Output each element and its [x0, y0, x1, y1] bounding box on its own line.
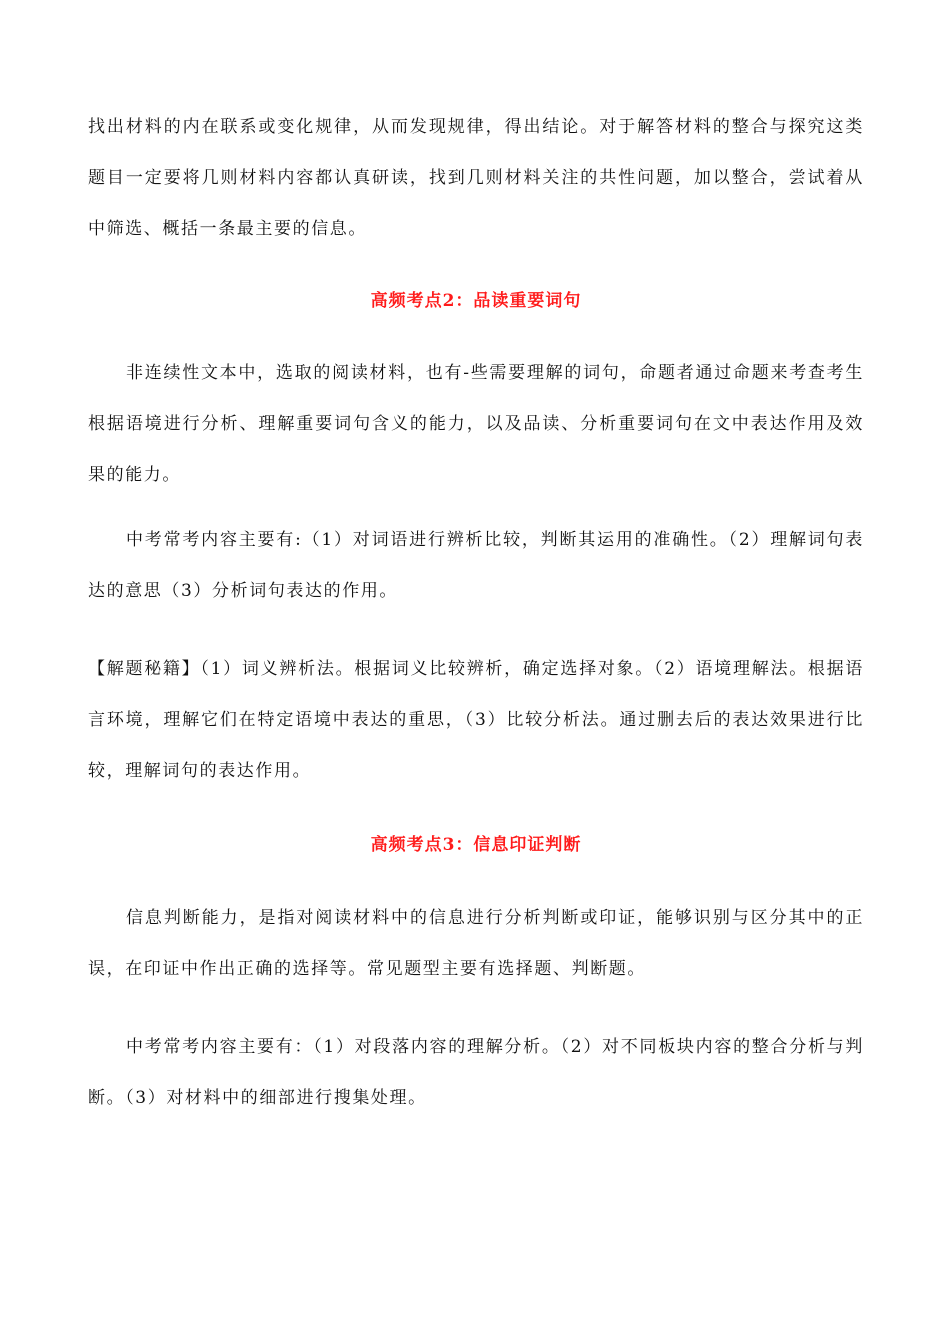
paragraph-intro-continuation: 找出材料的内在联系或变化规律，从而发现规律，得出结论。对于解答材料的整合与探究这类题目一定要将几则材料内容都认真研读，找到几则材料关注的共性问题，加以整合，尝试着从中筛选、概括一条最主要的信息。	[88, 117, 864, 239]
paragraph-solution-tips: 【解题秘籍】（1）词义辨析法。根据词义比较辨析，确定选择对象。（2）语境理解法。根据语言环境，理解它们在特定语境中表达的重思，（3）比较分析法。通过删去后的表达效果进行比较，理解词句的表达作用。	[88, 659, 864, 781]
heading-key-point-2: 高频考点2：品读重要词句	[370, 291, 582, 311]
paragraph-key-point-3-common-content: 中考常考内容主要有：（1）对段落内容的理解分析。（2）对不同板块内容的整合分析与判断。（3）对材料中的细部进行搜集处理。	[88, 1037, 864, 1108]
heading-key-point-3: 高频考点3：信息印证判断	[370, 835, 582, 855]
paragraph-key-point-2-common-content: 中考常考内容主要有:（1）对词语进行辨析比较，判断其运用的准确性。（2）理解词句表达的意思（3）分析词句表达的作用。	[88, 530, 864, 601]
paragraph-key-point-2-description: 非连续性文本中，选取的阅读材料，也有-些需要理解的词句，命题者通过命题来考查考生根据语境进行分析、理解重要词句含义的能力，以及品读、分析重要词句在文中表达作用及效果的能力。	[88, 363, 864, 485]
paragraph-key-point-3-description: 信息判断能力，是指对阅读材料中的信息进行分析判断或印证，能够识别与区分其中的正误，在印证中作出正确的选择等。常见题型主要有选择题、判断题。	[88, 908, 864, 979]
